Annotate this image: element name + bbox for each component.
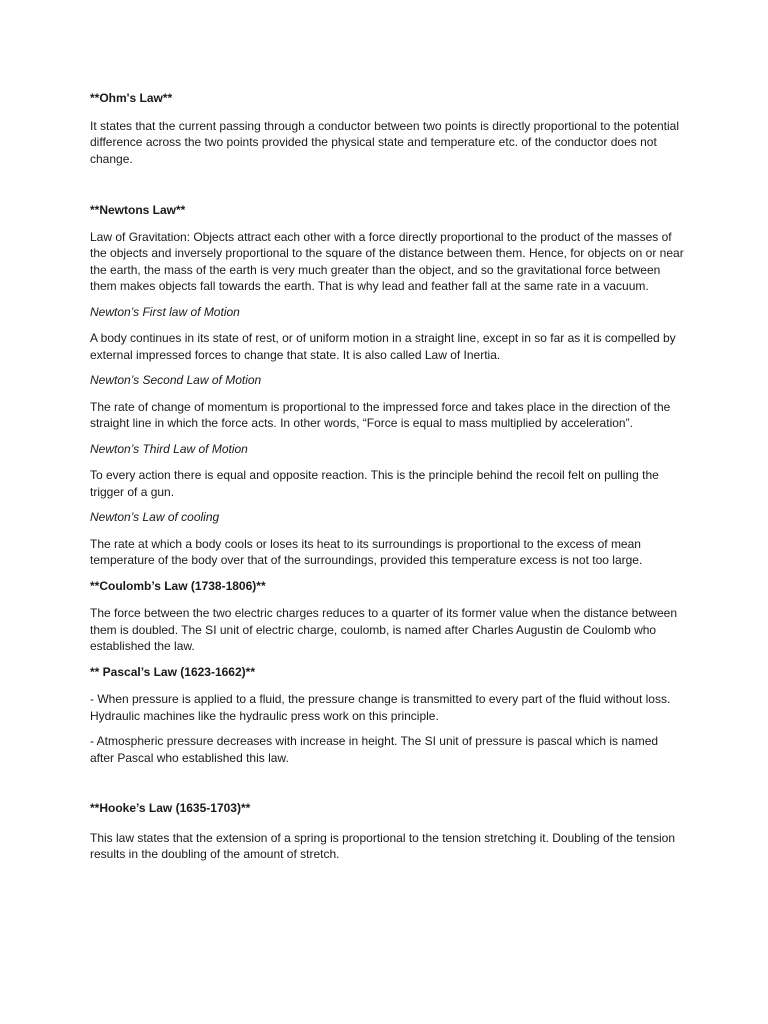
- newtons-law-heading: **Newtons Law**: [90, 203, 186, 217]
- ohms-law-heading: **Ohm's Law**: [90, 91, 173, 105]
- newton-first-law-title: Newton’s First law of Motion: [90, 304, 240, 319]
- coulombs-law-heading: **Coulomb’s Law (1738-1806)**: [90, 578, 266, 593]
- newton-third-law-title: Newton’s Third Law of Motion: [90, 441, 248, 456]
- hookes-law-heading: **Hooke’s Law (1635-1703)**: [90, 801, 251, 815]
- newton-cooling-law-body: The rate at which a body cools or loses its heat to its surroundings is proportional to the excess of mean temperature of the body over that of the surroundings, provided this temperature excess is not too large.: [90, 536, 643, 567]
- newton-second-law-title: Newton’s Second Law of Motion: [90, 373, 262, 387]
- document-page: [90, 90, 685, 863]
- newton-first-law-body: A body continues in its state of rest, or of uniform motion in a straight line, except in so far as it is compelled by external impressed forces to change that state. It is also called Law of Inertia.: [90, 331, 676, 362]
- coulombs-law-body: The force between the two electric charges reduces to a quarter of its former value when the distance between them is doubled. The SI unit of electric charge, coulomb, is named after Charles Augustin de Coulomb who established the law.: [90, 606, 677, 653]
- newton-second-law-body: The rate of change of momentum is proportional to the impressed force and takes place in the direction of the straight line in which the force acts. In other words, “Force is equal to mass multiplied by acceleration”.: [90, 399, 671, 430]
- newton-third-law-body: To every action there is equal and opposite reaction. This is the principle behind the recoil felt on pulling the trigger of a gun.: [90, 468, 659, 499]
- pascals-law-heading: ** Pascal’s Law (1623-1662)**: [90, 664, 255, 679]
- pascals-law-point-1: - When pressure is applied to a fluid, the pressure change is transmitted to every part of the fluid without loss. Hydraulic machines like the hydraulic press work on this principle.: [90, 692, 671, 723]
- pascals-law-point-2: - Atmospheric pressure decreases with increase in height. The SI unit of pressure is pascal which is named after Pascal who established this law.: [90, 734, 659, 765]
- hookes-law-body: This law states that the extension of a spring is proportional to the tension stretching it. Doubling of the tension results in the doubling of the amount of stretch.: [90, 830, 676, 861]
- ohms-law-body: It states that the current passing through a conductor between two points is directly proportional to the potential difference across the two points provided the physical state and temperature etc. of the conductor does not change.: [90, 118, 680, 166]
- law-of-gravitation-body: Law of Gravitation: Objects attract each other with a force directly proportional to the product of the masses of the objects and inversely proportional to the square of the distance between them. Hence, for objects on or near the earth, the mass of the earth is very much greater than the object, and so the gravitational force between them makes objects fall towards the earth. That is why lead and feather fall at the same rate in a vacuum.: [90, 229, 684, 293]
- newton-cooling-law-title: Newton’s Law of cooling: [90, 510, 220, 524]
